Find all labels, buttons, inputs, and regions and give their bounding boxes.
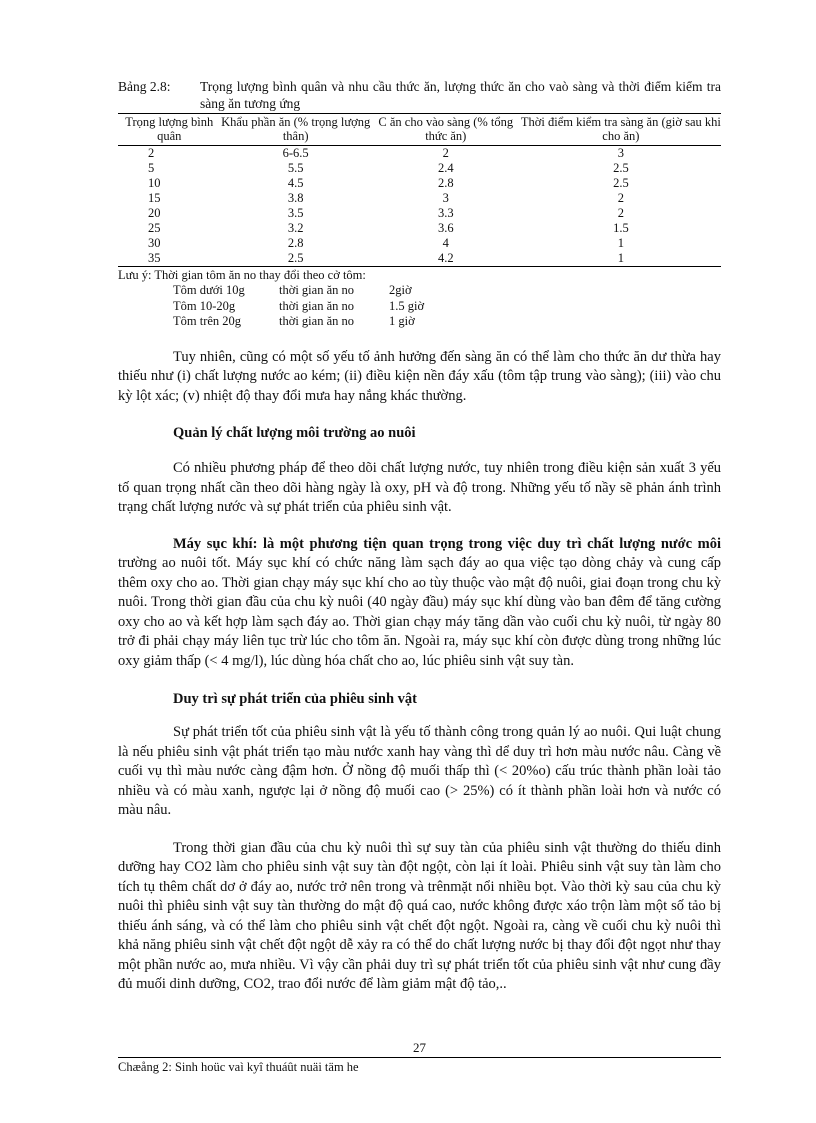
table-cell: 2.5 [613, 161, 629, 175]
note-cell: Tôm 10-20g [173, 298, 236, 313]
table-row [118, 176, 721, 191]
table-cell: 4.5 [287, 176, 304, 190]
header-tray-feed: C ăn cho vào sàng (% tổng thức ăn) [371, 114, 521, 146]
table-cell: 1 [521, 251, 721, 267]
table-cell: 2.4 [437, 161, 454, 175]
note-cell: 1 giờ [389, 314, 415, 328]
table-cell: 25 [148, 221, 161, 235]
table-cell: 3.2 [287, 221, 304, 235]
table-caption-text: Trọng lượng bình quân và nhu cầu thức ăn, lượng thức ăn cho vaò sàng và thời điểm kiểm tra sàng ăn tương ứng [200, 79, 721, 111]
table-row [118, 146, 721, 162]
paragraph-aerator [118, 535, 721, 672]
table-caption [118, 78, 721, 112]
note-cell: Tôm trên 20g [173, 314, 242, 328]
table-caption-label: Bảng 2.8: [118, 79, 171, 94]
table-cell: 3.3 [437, 206, 454, 220]
heading-plankton: Duy trì sự phát triển của phiêu sinh vật [173, 691, 417, 707]
aerator-body: trường ao nuôi tốt. Máy sục khí có chức năng làm sạch đáy ao qua việc tạo dòng chảy và cung cấp thêm oxy cho ao. Thời gian chạy máy sục khí cho ao tùy thuộc vào mật độ nuôi, giai đoạn trong chu kỳ nuôi. Trong thời gian đầu của chu kỳ nuôi (40 ngày đầu) máy sục khí dùng vào ban đêm để tăng cường oxy cho ao và kết hợp làm sạch đáy ao. Thời gian chạy máy tăng dần vào cuối chu kỳ nuôi, từ ngày 80 trở đi phải chạy máy liên tục trừ lúc cho tôm ăn. Ngoài ra, máy sục khí còn được dùng trong những lúc oxy giảm thấp (< 4 mg/l), lúc dùng hóa chất cho ao, lúc phiêu sinh vật suy tàn. [118, 555, 721, 669]
note-cell: 1.5 giờ [389, 298, 425, 313]
table-cell: 4 [442, 236, 449, 250]
table-cell: 3.5 [287, 206, 304, 220]
table-cell: 6-6.5 [282, 146, 309, 160]
table-cell: 2 [442, 146, 449, 160]
table-cell: 10 [148, 176, 161, 190]
table-body [118, 146, 721, 267]
note-row [118, 299, 721, 315]
table-row [118, 191, 721, 206]
note-title: Lưu ý: Thời gian tôm ăn no thay đổi theo cở tôm: [118, 268, 366, 282]
table-cell: 1 [617, 236, 624, 250]
table-row [118, 221, 721, 236]
table-cell: 3.8 [287, 191, 304, 205]
note-cell: thời gian ăn no [279, 298, 354, 313]
paragraph-water-monitoring: Có nhiều phương pháp để theo dõi chất lượng nước, tuy nhiên trong điều kiện sản xuất 3 yếu tố quan trọng nhất cần theo dõi hàng ngày là oxy, pH và độ trong. Những yếu tố nầy sẽ phản ánh trình trạng chất lượng nước và sự phát triển của phiêu sinh vật. [118, 460, 721, 515]
table-cell: 3 [617, 146, 624, 160]
paragraph-plankton-decline: Trong thời gian đầu của chu kỳ nuôi thì sự suy tàn của phiêu sinh vật thường do thiếu dinh dưỡng hay CO2 làm cho phiêu sinh vật suy tàn đột ngột, còn lại ít loài. Phiêu sinh vật suy tàn làm cho tích tụ thêm chất dơ ở đáy ao, nước trở nên trong và trênmặt nổi nhiều bọt. Vào thời kỳ sau của chu kỳ nuôi thì phiêu sinh vật suy tàn thường do mật độ quá cao, nước không được xáo trộn làm một số tảo bị thiếu ánh sáng, và có thể làm cho phiêu sinh vật chết đột ngột. Ngoài ra, càng về cuối chu kỳ nuôi thì khả năng phiêu sinh vật chết đột ngột dễ xảy ra có thể do chất lượng nước bị thay đổi đột ngọt như thay một phần nước ao, mưa nhiều. Vì vậy cần phải duy trì sự phát triển tốt của phiêu sinh vật như cung đầy đủ muối dinh dưỡng, CO2, trao đổi nước để làm giảm mật độ tảo,.. [118, 839, 721, 992]
table-cell: 2.8 [437, 176, 454, 190]
heading-water-quality: Quản lý chất lượng môi trường ao nuôi [173, 425, 416, 441]
page-number: 27 [413, 1040, 426, 1055]
table-cell: 2 [148, 146, 155, 160]
paragraph-plankton-growth: Sự phát triển tốt của phiêu sinh vật là yếu tố thành công trong quản lý ao nuôi. Qui luật chung là nếu phiêu sinh vật phát triển tạo màu nước xanh hay vàng thì dể duy trì hơn màu nước nâu. Càng về cuối vụ thì màu nước càng đậm hơn. Ở nồng độ muối thấp thì (< 20%o) cấu trúc thành phần loài tảo nhiều và có màu xanh, ngược lại ở nồng độ muối cao (> 25%) có ít thành phần loài hơn và nước có màu nâu. [118, 724, 721, 818]
table-header-row [118, 114, 721, 146]
table-cell: 2 [617, 191, 624, 205]
table-row [118, 251, 721, 267]
table-cell: 30 [148, 236, 161, 250]
table-cell: 5 [148, 161, 155, 175]
paragraph-tray-factors: Tuy nhiên, cũng có một số yếu tố ảnh hưởng đến sàng ăn có thể làm cho thức ăn dư thừa hay thiếu như (i) chất lượng nước ao kém; (ii) điều kiện nền đáy xấu (tôm tập trung vào sàng); (iii) vào chu kỳ lột xác; (v) nhiệt độ thay đổi mưa hay nắng khác thường. [118, 348, 721, 404]
table-cell: 2.8 [287, 236, 304, 250]
document-page [118, 78, 721, 995]
note-cell: Tôm dưới 10g [173, 283, 245, 297]
footer-divider [118, 1057, 721, 1058]
table-cell: 3 [442, 191, 449, 205]
header-ration: Khẩu phần ăn (% trọng lượng thân) [221, 114, 371, 146]
table-row [118, 161, 721, 176]
table-cell: 15 [148, 191, 161, 205]
table-cell: 20 [148, 206, 161, 220]
table-row [118, 206, 721, 221]
note-list [118, 283, 721, 330]
table-cell: 2 [617, 206, 624, 220]
header-weight: Trọng lượng bình quân [118, 114, 221, 146]
note-cell: thời gian ăn no [279, 283, 354, 297]
table-cell: 5.5 [287, 161, 304, 175]
note-cell: thời gian ăn no [279, 314, 354, 328]
table-cell: 2.5 [221, 251, 371, 267]
feeding-table [118, 113, 721, 267]
footer-text: Chæång 2: Sinh hoüc vaì kyî thuáût nuäi täm he [118, 1060, 359, 1074]
note-cell: 2giờ [389, 283, 412, 297]
table-cell: 1.5 [613, 221, 629, 235]
header-check-time: Thời điểm kiểm tra sàng ăn (giờ sau khi cho ăn) [521, 114, 721, 146]
table-cell: 3.6 [437, 221, 454, 235]
table-cell: 4.2 [371, 251, 521, 267]
table-cell: 35 [118, 251, 221, 267]
table-row [118, 236, 721, 251]
note-row [118, 283, 721, 299]
note-row [118, 314, 721, 330]
aerator-lead: Máy sục khí: là một phương tiện quan trọng trong việc duy trì chất lượng nước môi [173, 535, 721, 552]
table-cell: 2.5 [613, 176, 629, 190]
